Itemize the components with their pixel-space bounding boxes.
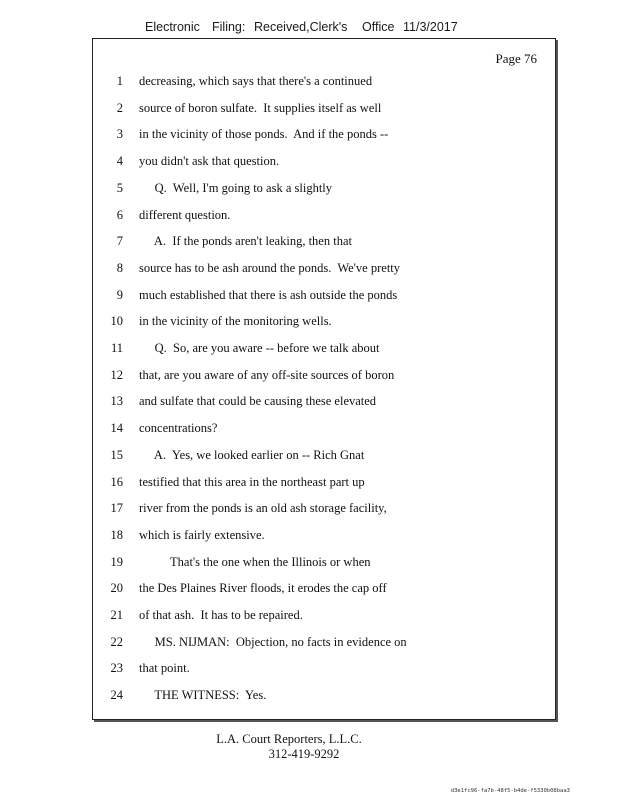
transcript-line xyxy=(93,234,555,252)
line-number: 4 xyxy=(116,154,123,169)
transcript-line xyxy=(93,394,555,412)
transcript-line xyxy=(93,341,555,359)
line-text: A. Yes, we looked earlier on -- Rich Gnat xyxy=(139,447,365,462)
transcript-line xyxy=(93,154,555,172)
line-text: of that ash. It has to be repaired. xyxy=(139,608,303,622)
transcript-line xyxy=(93,448,555,466)
transcript-line xyxy=(93,181,555,199)
line-number: 14 xyxy=(110,421,123,436)
line-number: 13 xyxy=(110,394,123,409)
transcript-line xyxy=(93,688,555,706)
transcript-line xyxy=(93,208,555,226)
line-number: 6 xyxy=(116,207,123,222)
transcript-page xyxy=(92,38,556,720)
line-text: source of boron sulfate. It supplies itself as well xyxy=(139,100,382,115)
document-hash: d3e1fc96-fa7b-48f5-b4de-f5330b08baa3 xyxy=(450,788,570,794)
line-number: 20 xyxy=(110,581,123,596)
transcript-line xyxy=(93,581,555,599)
footer xyxy=(0,732,618,762)
transcript-line xyxy=(93,368,555,386)
line-number: 9 xyxy=(116,287,123,302)
line-text: in the vicinity of those ponds. And if the ponds -- xyxy=(139,127,389,142)
line-number: 2 xyxy=(116,100,123,115)
transcript-line xyxy=(93,421,555,439)
line-text: A. If the ponds aren't leaking, then that xyxy=(139,234,352,249)
stamp-received: Received,Clerk's xyxy=(254,20,348,34)
line-number: 12 xyxy=(110,367,123,382)
line-text: source has to be ash around the ponds. We've pretty xyxy=(139,260,401,275)
line-text: testified that this area in the northeast part up xyxy=(139,474,365,489)
filing-stamp xyxy=(0,20,618,36)
stamp-electronic: Electronic xyxy=(145,20,200,34)
transcript-line xyxy=(93,314,555,332)
line-text: concentrations? xyxy=(139,421,218,436)
transcript-line xyxy=(93,261,555,279)
line-text: in the vicinity of the monitoring wells. xyxy=(139,314,332,329)
transcript-line xyxy=(93,101,555,119)
line-number: 21 xyxy=(110,608,123,622)
transcript-line xyxy=(93,127,555,145)
line-text: which is fairly extensive. xyxy=(139,527,265,542)
line-text: that point. xyxy=(139,661,190,676)
stamp-filing: Filing: xyxy=(212,20,246,34)
line-text: THE WITNESS: Yes. xyxy=(139,688,267,703)
line-number: 23 xyxy=(110,661,123,676)
line-text: decreasing, which says that there's a continued xyxy=(139,74,373,88)
transcript-line xyxy=(93,635,555,653)
line-number: 11 xyxy=(110,341,123,355)
footer-company: L.A. Court Reporters, L.L.C. xyxy=(216,732,362,746)
stamp-office: Office xyxy=(362,20,395,34)
line-number: 10 xyxy=(110,314,123,329)
line-text: that, are you aware of any off-site sources of boron xyxy=(139,367,395,382)
transcript-line xyxy=(93,74,555,92)
stamp-date: 11/3/2017 xyxy=(403,20,458,34)
line-number: 16 xyxy=(110,474,123,489)
line-text: much established that there is ash outside the ponds xyxy=(139,287,398,302)
line-number: 3 xyxy=(116,127,123,142)
line-text: That's the one when the Illinois or when xyxy=(139,554,371,569)
line-number: 24 xyxy=(110,688,123,703)
footer-phone: 312-419-9292 xyxy=(268,747,340,761)
line-text: river from the ponds is an old ash storage facility, xyxy=(139,501,387,516)
line-number: 18 xyxy=(110,527,123,542)
line-text: Q. So, are you aware -- before we talk about xyxy=(139,341,380,355)
line-number: 1 xyxy=(116,74,123,88)
transcript-line xyxy=(93,608,555,626)
line-number: 7 xyxy=(116,234,123,249)
line-number: 22 xyxy=(110,634,123,649)
transcript-line xyxy=(93,555,555,573)
line-number: 19 xyxy=(110,554,123,569)
line-text: different question. xyxy=(139,207,231,222)
page-number: Page 76 xyxy=(495,51,537,66)
transcript-line xyxy=(93,501,555,519)
line-number: 17 xyxy=(110,501,123,516)
transcript-line xyxy=(93,475,555,493)
line-text: MS. NIJMAN: Objection, no facts in evidence on xyxy=(139,634,407,649)
transcript-line xyxy=(93,661,555,679)
line-number: 5 xyxy=(116,180,123,195)
line-text: and sulfate that could be causing these elevated xyxy=(139,394,377,409)
line-text: you didn't ask that question. xyxy=(139,154,280,169)
line-text: Q. Well, I'm going to ask a slightly xyxy=(139,180,333,195)
line-number: 15 xyxy=(110,447,123,462)
line-text: the Des Plaines River floods, it erodes the cap off xyxy=(139,581,387,596)
line-number: 8 xyxy=(116,260,123,275)
transcript-line xyxy=(93,288,555,306)
transcript-line xyxy=(93,528,555,546)
